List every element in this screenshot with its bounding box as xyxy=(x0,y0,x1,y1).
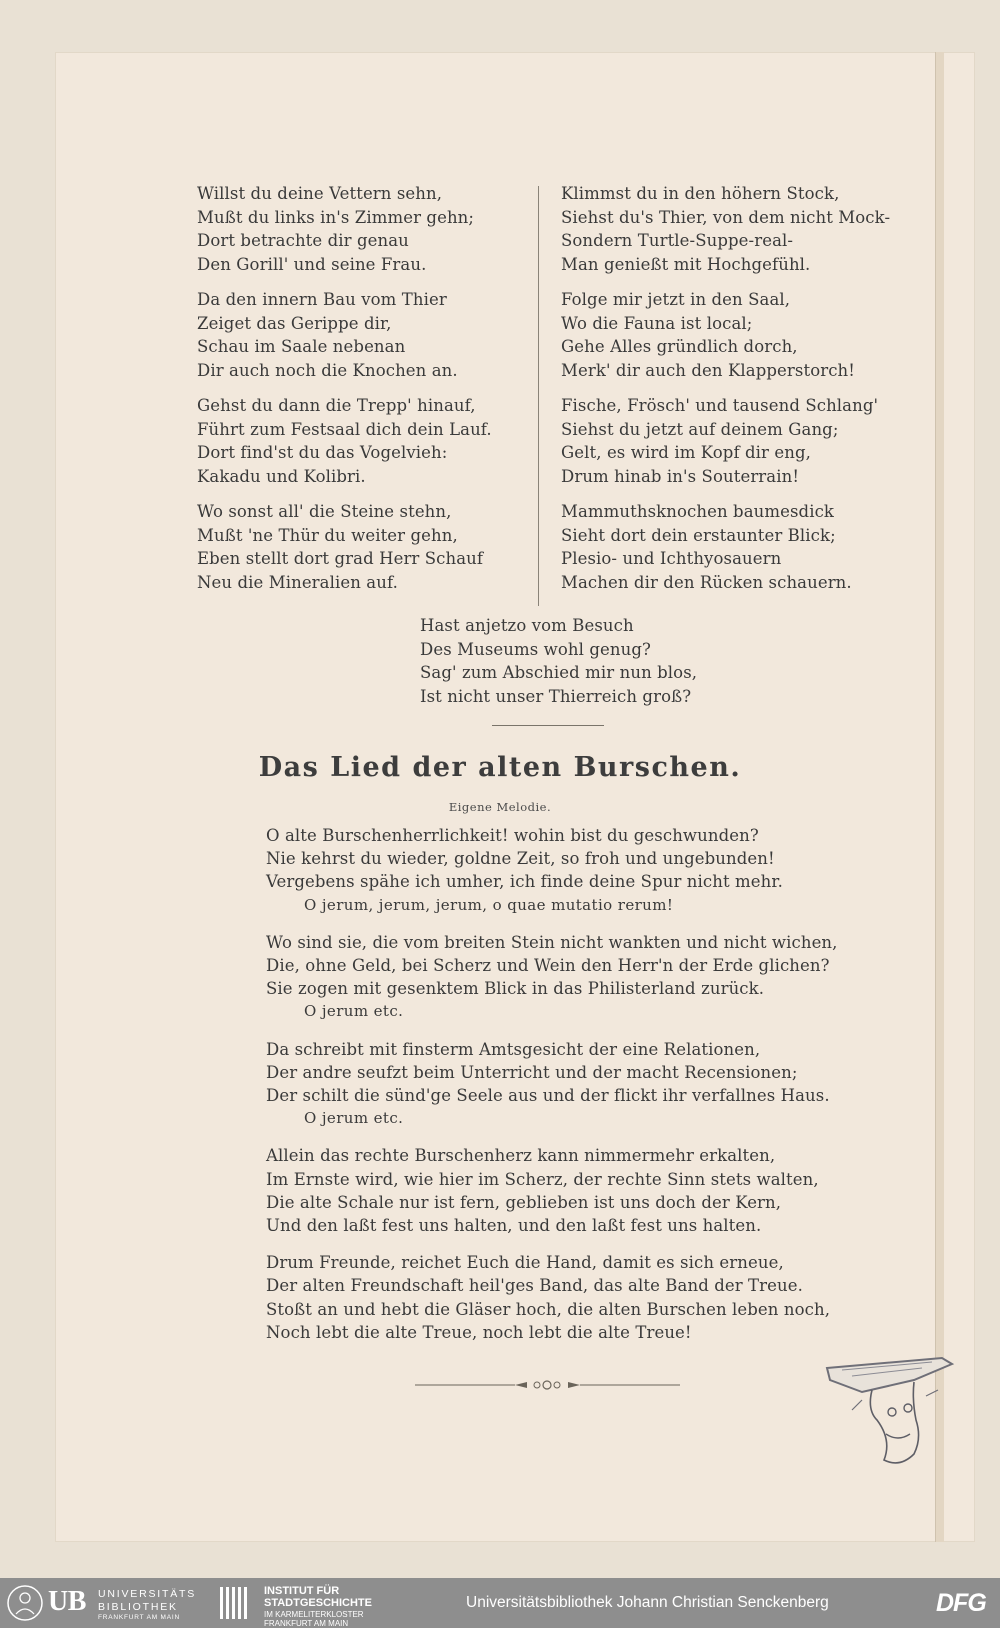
song-line: Die alte Schale nur ist fern, geblieben ist uns doch der Kern, xyxy=(266,1192,782,1212)
poem-line: Neu die Mineralien auf. xyxy=(197,572,398,592)
stanza xyxy=(197,500,527,594)
ub-line: UNIVERSITÄTS xyxy=(98,1588,197,1600)
stanza xyxy=(266,931,856,1024)
song-subtitle: Eigene Melodie. xyxy=(448,800,552,814)
song-line: Noch lebt die alte Treue, noch lebt die alte Treue! xyxy=(266,1322,692,1342)
poem-line: Plesio- und Ichthyosauern xyxy=(561,549,782,568)
poem-line: Folge mir jetzt in den Saal, xyxy=(561,290,791,309)
stanza xyxy=(266,1038,856,1131)
poem-line: Drum hinab in's Souterrain! xyxy=(561,466,800,486)
song-line: Drum Freunde, reichet Euch die Hand, damit es sich erneue, xyxy=(266,1253,784,1273)
poem-line: Merk' dir auch den Klapperstorch! xyxy=(561,360,856,380)
poem-line: Eben stellt dort grad Herr Schauf xyxy=(197,549,484,568)
poem-line: Willst du deine Vettern sehn, xyxy=(197,184,443,203)
poem-line: Ist nicht unser Thierreich groß? xyxy=(420,686,692,706)
poem-line: Den Gorill' und seine Frau. xyxy=(197,254,427,274)
poem-line: Siehst du jetzt auf deinem Gang; xyxy=(561,419,839,439)
poem-line: Da den innern Bau vom Thier xyxy=(197,290,447,309)
poem-line: Dir auch noch die Knochen an. xyxy=(197,360,458,380)
column-divider xyxy=(538,186,539,606)
poem-line: Mußt 'ne Thür du weiter gehn, xyxy=(197,525,458,545)
ub-name xyxy=(98,1588,196,1614)
song-line: Der schilt die sünd'ge Seele aus und der flickt ihr verfallnes Haus. xyxy=(266,1086,830,1106)
footer-bar xyxy=(0,1578,1000,1628)
poem-line: Klimmst du in den höhern Stock, xyxy=(561,184,840,203)
poem-line: Dort betrachte dir genau xyxy=(197,231,409,250)
poem-line: Sondern Turtle-Suppe-real- xyxy=(561,231,794,250)
poem-line: Mammuthsknochen baumesdick xyxy=(561,502,835,521)
poem-line: Siehst du's Thier, von dem nicht Mock- xyxy=(561,207,891,227)
poem-line: Machen dir den Rücken schauern. xyxy=(561,572,852,592)
institute-name xyxy=(264,1585,372,1609)
song-line: Sie zogen mit gesenktem Blick in das Philisterland zurück. xyxy=(266,979,765,999)
stanza xyxy=(266,1144,856,1237)
page-fold xyxy=(935,52,944,1542)
song-title: Das Lied der alten Burschen. xyxy=(258,752,742,783)
poem-line: Fische, Frösch' und tausend Schlang' xyxy=(561,396,879,415)
song-body xyxy=(266,824,856,1356)
poem-line: Man genießt mit Hochgefühl. xyxy=(561,254,811,274)
institute-location xyxy=(264,1610,364,1628)
poem-line: Des Museums wohl genug? xyxy=(420,639,651,659)
song-line: Und den laßt fest uns halten, und den laßt fest uns halten. xyxy=(266,1216,762,1236)
poem-line: Sag' zum Abschied mir nun blos, xyxy=(420,663,698,682)
library-credit: Universitätsbibliothek Johann Christian Senckenberg xyxy=(466,1594,829,1611)
song-line: Die, ohne Geld, bei Scherz und Wein den Herr'n der Erde glichen? xyxy=(266,956,830,976)
poem-line: Gehst du dann die Trepp' hinauf, xyxy=(197,396,476,415)
ub-seal-icon xyxy=(6,1584,44,1622)
poem-line: Mußt du links in's Zimmer gehn; xyxy=(197,207,475,227)
poem-line: Wo sonst all' die Steine stehn, xyxy=(197,502,452,521)
song-line: O alte Burschenherrlichkeit! wohin bist du geschwunden? xyxy=(266,826,759,845)
song-line: Da schreibt mit finsterm Amtsgesicht der eine Relationen, xyxy=(266,1039,761,1059)
ornament-divider xyxy=(415,1379,680,1391)
song-line: Im Ernste wird, wie hier im Scherz, der rechte Sinn stets walten, xyxy=(266,1169,819,1189)
ub-line: BIBLIOTHEK xyxy=(98,1601,178,1613)
song-line: Wo sind sie, die vom breiten Stein nicht wankten und nicht wichen, xyxy=(266,932,838,952)
stanza xyxy=(197,182,527,276)
ub-logo-text: UB xyxy=(48,1586,86,1617)
poem-right-column xyxy=(561,182,921,606)
poem-line: Wo die Fauna ist local; xyxy=(561,313,753,333)
stanza xyxy=(266,1251,856,1344)
song-line: Vergebens spähe ich umher, ich finde deine Spur nicht mehr. xyxy=(266,872,783,892)
dfg-logo: DFG xyxy=(936,1589,986,1617)
institute-line: IM KARMELITERKLOSTER xyxy=(264,1610,364,1619)
stanza xyxy=(266,824,856,917)
poem-line: Hast anjetzo vom Besuch xyxy=(420,616,634,635)
ub-city: FRANKFURT AM MAIN xyxy=(98,1614,180,1621)
poem-line: Kakadu und Kolibri. xyxy=(197,466,366,486)
poem-line: Führt zum Festsaal dich dein Lauf. xyxy=(197,419,492,439)
refrain-line: O jerum etc. xyxy=(304,1109,404,1128)
poem-line: Gelt, es wird im Kopf dir eng, xyxy=(561,443,811,462)
institute-line: INSTITUT FÜR xyxy=(264,1585,340,1597)
refrain-line: O jerum, jerum, jerum, o quae mutatio rerum! xyxy=(304,895,674,914)
stanza xyxy=(561,288,921,382)
stanza xyxy=(561,500,921,594)
poem-line: Zeiget das Gerippe dir, xyxy=(197,313,392,333)
closing-stanza xyxy=(420,614,750,708)
song-line: Allein das rechte Burschenherz kann nimmermehr erkalten, xyxy=(266,1146,776,1166)
poem-line: Dort find'st du das Vogelvieh: xyxy=(197,443,448,462)
stanza xyxy=(197,394,527,488)
stanza xyxy=(197,288,527,382)
refrain-line: O jerum etc. xyxy=(304,1002,404,1021)
institute-line: STADTGESCHICHTE xyxy=(264,1597,372,1609)
song-line: Der alten Freundschaft heil'ges Band, das alte Band der Treue. xyxy=(266,1276,803,1296)
stanza xyxy=(561,394,921,488)
institute-line: FRANKFURT AM MAIN xyxy=(264,1619,349,1628)
stanza xyxy=(561,182,921,276)
poem-line: Sieht dort dein erstaunter Blick; xyxy=(561,525,836,545)
pencil-sketch xyxy=(822,1350,962,1480)
song-line: Nie kehrst du wieder, goldne Zeit, so froh und ungebunden! xyxy=(266,849,775,869)
song-line: Der andre seufzt beim Unterricht und der macht Recensionen; xyxy=(266,1062,798,1082)
poem-line: Schau im Saale nebenan xyxy=(197,337,406,356)
institute-logo-icon xyxy=(216,1584,254,1622)
poem-left-column xyxy=(197,182,527,606)
poem-line: Gehe Alles gründlich dorch, xyxy=(561,337,798,356)
section-rule xyxy=(492,725,604,726)
song-line: Stoßt an und hebt die Gläser hoch, die alten Burschen leben noch, xyxy=(266,1299,831,1319)
